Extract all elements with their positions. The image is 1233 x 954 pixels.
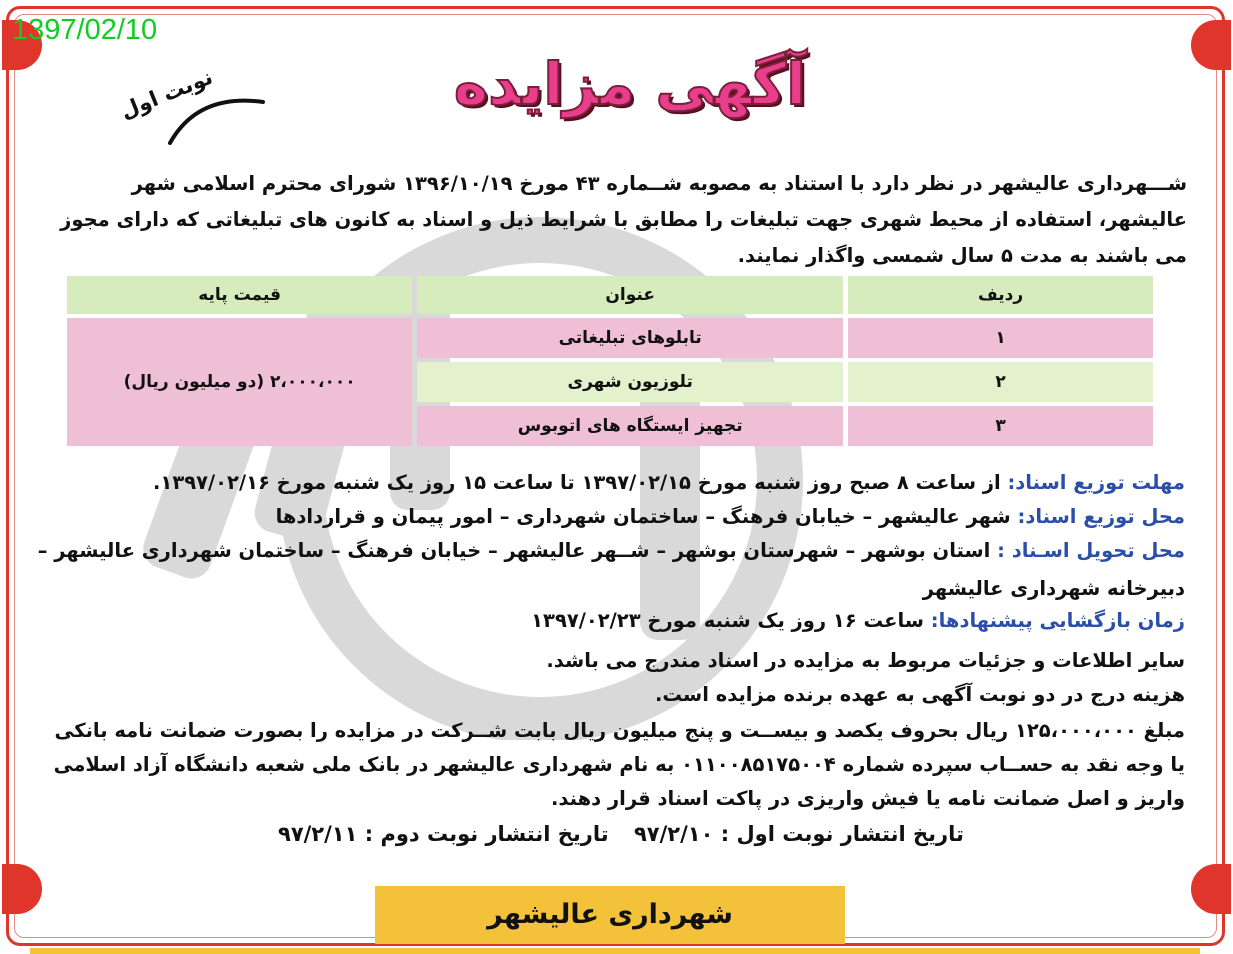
row-number: ۳ — [848, 406, 1153, 446]
distribution-place — [35, 500, 1185, 534]
row-subject: تجهیز ایستگاه های اتوبوس — [417, 406, 843, 446]
opening-time — [35, 604, 1185, 638]
cost-note: هزینه درج در دو نوبت آگهی به عهده برنده مزایده است. — [655, 683, 1185, 706]
distribution-deadline-label: مهلت توزیع اسناد: — [1007, 471, 1185, 494]
delivery-place-continued: دبیرخانه شهرداری عالیشهر — [922, 577, 1185, 600]
header-row-number: ردیف — [848, 276, 1153, 314]
swoosh-icon — [168, 88, 268, 148]
distribution-deadline-text: از ساعت ۸ صبح روز شنبه مورخ ۱۳۹۷/۰۲/۱۵ تا ساعت ۱۵ روز یک شنبه مورخ ۱۳۹۷/۰۲/۱۶. — [153, 471, 1001, 494]
row-subject: تابلوهای تبلیغاتی — [417, 318, 843, 358]
auction-table — [62, 272, 1158, 450]
header-base-price: قیمت پایه — [67, 276, 412, 314]
header-subject: عنوان — [417, 276, 843, 314]
intro-paragraph: شـــهرداری عالیشهر در نظر دارد با استناد به مصوبه شــماره ۴۳ مورخ ۱۳۹۶/۱۰/۱۹ شورای محترم اسلامی شهر عالیشهر، استفاده از محیط شهری جهت تبلیغات را مطابق با شرایط ذیل و اسناد به کانون های تبلیغاتی که دارای مجوز می باشند به مدت ۵ سال شمسی واگذار نمایند. — [60, 172, 1187, 267]
publication-dates — [260, 822, 964, 846]
footer-municipality: شهرداری عالیشهر — [375, 886, 845, 944]
deposit-paragraph: مبلغ ۱۲۵،۰۰۰،۰۰۰ ریال بحروف یکصد و بیســت و پنج میلیون ریال بابت شــرکت در مزایده را بصورت ضمانت نامه بانکی یا وجه نقد به حســاب سپرده شماره ۰۱۱۰۰۸۵۱۷۵۰۰۴ به نام شهرداری عالیشهر در بانک ملی شعبه دانشگاه آزاد اسلامی واریز و اصل ضمانت نامه یا فیش واریزی در پاکت اسناد قرار دهند. — [53, 719, 1185, 810]
delivery-place-text: استان بوشهر – شهرستان بوشهر – شــهر عالیشهر – خیابان فرهنگ – ساختمان شهرداری عالیشهر – — [37, 539, 991, 562]
footer-divider — [30, 948, 1200, 954]
row-number: ۲ — [848, 362, 1153, 402]
second-publication-date: تاریخ انتشار نوبت دوم : ۹۷/۲/۱۱ — [278, 822, 609, 846]
delivery-place — [35, 534, 1185, 568]
row-subject: تلوزیون شهری — [417, 362, 843, 402]
page-title: آگهی مزایده — [453, 50, 807, 118]
base-price: ۲،۰۰۰،۰۰۰ (دو میلیون ریال) — [67, 318, 412, 446]
other-info: سایر اطلاعات و جزئیات مربوط به مزایده در اسناد مندرج می باشد. — [546, 649, 1185, 672]
date-stamp: 1397/02/10 — [12, 14, 158, 46]
distribution-place-text: شهر عالیشهر – خیابان فرهنگ – ساختمان شهرداری – امور پیمان و قراردادها — [275, 505, 1011, 528]
opening-time-text: ساعت ۱۶ روز یک شنبه مورخ ۱۳۹۷/۰۲/۲۳ — [531, 609, 924, 632]
distribution-place-label: محل توزیع اسناد: — [1017, 505, 1185, 528]
first-publication-date: تاریخ انتشار نوبت اول : ۹۷/۲/۱۰ — [633, 822, 964, 846]
opening-time-label: زمان بازگشایی پیشنهادها: — [930, 609, 1185, 632]
table-row — [67, 318, 1153, 358]
distribution-deadline — [35, 466, 1185, 500]
delivery-place-label: محل تحویل اسـناد : — [997, 539, 1185, 562]
row-number: ۱ — [848, 318, 1153, 358]
round-label: نوبت اول — [117, 64, 216, 124]
